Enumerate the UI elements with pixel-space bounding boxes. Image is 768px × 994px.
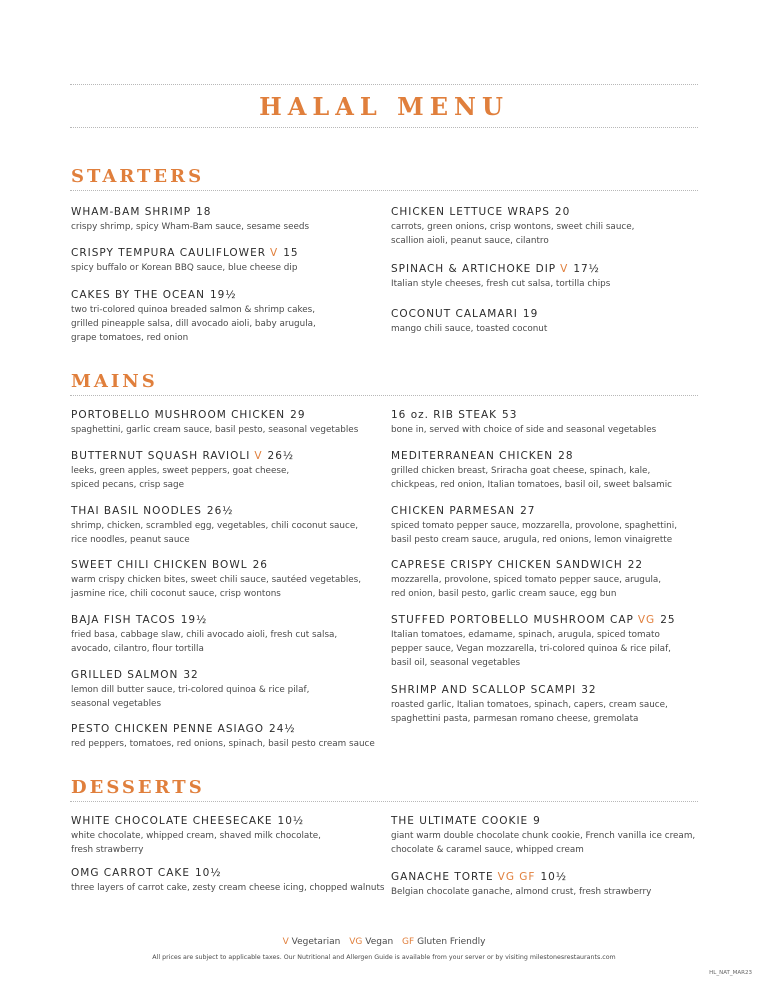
item-description-line: grilled chicken breast, Sriracha goat cheese, spinach, kale, bbox=[391, 466, 651, 476]
item-description-line: spiced pecans, crisp sage bbox=[71, 480, 185, 490]
legend-key-gf: GF bbox=[402, 937, 415, 947]
item-description bbox=[71, 829, 391, 857]
item-price: 28 bbox=[558, 450, 574, 462]
menu-item bbox=[391, 449, 711, 492]
item-description-line: spiced tomato pepper sauce, mozzarella, provolone, spaghettini, bbox=[391, 521, 677, 531]
item-name: MEDITERRANEAN CHICKEN bbox=[391, 450, 554, 462]
legend-key-v: V bbox=[282, 937, 289, 947]
item-description bbox=[391, 322, 711, 336]
item-name: CRISPY TEMPURA CAULIFLOWER bbox=[71, 247, 266, 259]
item-name-line bbox=[71, 668, 391, 682]
item-name: THAI BASIL NOODLES bbox=[71, 505, 202, 517]
item-description-line: crispy shrimp, spicy Wham-Bam sauce, sesame seeds bbox=[71, 222, 310, 232]
item-name-line bbox=[71, 613, 391, 627]
item-description-line: spaghettini pasta, parmesan romano cheese, gremolata bbox=[391, 714, 639, 724]
item-description bbox=[71, 881, 391, 895]
diet-tag: VG bbox=[637, 614, 656, 626]
item-description-line: scallion aioli, peanut sauce, cilantro bbox=[391, 236, 549, 246]
item-name: CAPRESE CRISPY CHICKEN SANDWICH bbox=[391, 559, 623, 571]
item-description bbox=[391, 573, 711, 601]
item-price: 9 bbox=[533, 815, 541, 827]
item-description-line: lemon dill butter sauce, tri-colored quinoa & rice pilaf, bbox=[71, 685, 310, 695]
item-name: WHAM-BAM SHRIMP bbox=[71, 206, 192, 218]
menu-title: HALAL MENU bbox=[259, 92, 509, 121]
item-name: GANACHE TORTE bbox=[391, 871, 494, 883]
menu-item bbox=[71, 866, 391, 895]
menu-item bbox=[71, 288, 391, 345]
item-price: 24½ bbox=[269, 723, 296, 735]
menu-item bbox=[391, 408, 711, 437]
item-name-line bbox=[71, 449, 391, 463]
item-description bbox=[71, 303, 391, 345]
menu-item bbox=[71, 205, 391, 234]
item-description-line: Italian tomatoes, edamame, spinach, arugula, spiced tomato bbox=[391, 630, 660, 640]
item-price: 29 bbox=[290, 409, 306, 421]
item-description-line: white chocolate, whipped cream, shaved milk chocolate, bbox=[71, 831, 321, 841]
item-description bbox=[71, 261, 391, 275]
menu-item bbox=[71, 504, 391, 547]
item-price: 10½ bbox=[540, 871, 568, 883]
item-price: 20 bbox=[554, 206, 571, 218]
menu-item bbox=[391, 307, 711, 336]
item-description-line: grilled pineapple salsa, dill avocado aioli, baby arugula, bbox=[71, 319, 316, 329]
item-name-line bbox=[71, 814, 391, 828]
item-price: 10½ bbox=[277, 815, 305, 827]
item-name: 16 oz. RIB STEAK bbox=[391, 409, 498, 421]
menu-item bbox=[391, 870, 711, 899]
item-description-line: fried basa, cabbage slaw, chili avocado aioli, fresh cut salsa, bbox=[71, 630, 338, 640]
item-description-line: grape tomatoes, red onion bbox=[71, 333, 189, 343]
item-description-line: red onion, basil pesto, garlic cream sauce, egg bun bbox=[391, 589, 617, 599]
item-description-line: mozzarella, provolone, spiced tomato pepper sauce, arugula, bbox=[391, 575, 662, 585]
item-name: BUTTERNUT SQUASH RAVIOLI bbox=[71, 450, 251, 462]
item-description bbox=[71, 628, 391, 656]
item-description bbox=[391, 698, 711, 726]
item-description-line: Belgian chocolate ganache, almond crust, fresh strawberry bbox=[391, 887, 652, 897]
item-price: 25 bbox=[660, 614, 676, 626]
item-price: 53 bbox=[502, 409, 518, 421]
item-price: 26 bbox=[252, 559, 268, 571]
title-rule-bottom bbox=[70, 127, 698, 128]
title-rule-top bbox=[70, 84, 698, 85]
item-price: 18 bbox=[196, 206, 212, 218]
menu-item bbox=[71, 613, 391, 656]
item-description-line: shrimp, chicken, scrambled egg, vegetables, chili coconut sauce, bbox=[71, 521, 359, 531]
menu-item bbox=[391, 262, 711, 291]
item-name-line bbox=[71, 558, 391, 572]
item-name-line bbox=[71, 504, 391, 518]
item-description bbox=[71, 737, 391, 751]
diet-tag: V bbox=[254, 450, 263, 462]
item-name: CAKES BY THE OCEAN bbox=[71, 289, 205, 301]
item-name: CHICKEN LETTUCE WRAPS bbox=[391, 206, 550, 218]
legend-label-gf: Gluten Friendly bbox=[417, 937, 486, 947]
item-name-line bbox=[71, 722, 391, 736]
item-description-line: pepper sauce, Vegan mozzarella, tri-colored quinoa & rice pilaf, bbox=[391, 644, 671, 654]
item-name-line bbox=[71, 866, 391, 880]
menu-item bbox=[71, 558, 391, 601]
menu-item bbox=[391, 558, 711, 601]
item-description-line: leeks, green apples, sweet peppers, goat cheese, bbox=[71, 466, 290, 476]
item-description-line: warm crispy chicken bites, sweet chili sauce, sautéed vegetables, bbox=[71, 575, 362, 585]
item-description-line: seasonal vegetables bbox=[71, 699, 162, 709]
item-description-line: rice noodles, peanut sauce bbox=[71, 535, 190, 545]
diet-legend bbox=[0, 937, 768, 947]
item-name: THE ULTIMATE COOKIE bbox=[391, 815, 529, 827]
item-description bbox=[71, 519, 391, 547]
menu-item bbox=[391, 683, 711, 726]
item-description-line: three layers of carrot cake, zesty cream cheese icing, chopped walnuts bbox=[71, 883, 385, 893]
item-description-line: jasmine rice, chili coconut sauce, crisp wontons bbox=[71, 589, 281, 599]
item-price: 19½ bbox=[209, 289, 237, 301]
item-description-line: Italian style cheeses, fresh cut salsa, tortilla chips bbox=[391, 279, 611, 289]
menu-item bbox=[391, 814, 711, 857]
item-description-line: mango chili sauce, toasted coconut bbox=[391, 324, 548, 334]
item-description-line: two tri-colored quinoa breaded salmon & shrimp cakes, bbox=[71, 305, 316, 315]
item-name-line bbox=[71, 246, 391, 260]
item-description-line: giant warm double chocolate chunk cookie, French vanilla ice cream, bbox=[391, 831, 696, 841]
menu-item bbox=[71, 668, 391, 711]
item-name-line bbox=[391, 613, 711, 627]
section-heading-mains: MAINS bbox=[71, 371, 158, 392]
item-description bbox=[391, 829, 711, 857]
item-description bbox=[391, 519, 711, 547]
item-name: GRILLED SALMON bbox=[71, 669, 179, 681]
legend-label-vg: Vegan bbox=[365, 937, 394, 947]
item-description bbox=[391, 885, 711, 899]
item-name-line bbox=[391, 870, 711, 884]
item-name: OMG CARROT CAKE bbox=[71, 867, 190, 879]
item-price: 15 bbox=[283, 247, 299, 259]
item-name: WHITE CHOCOLATE CHEESECAKE bbox=[71, 815, 273, 827]
item-description-line: spicy buffalo or Korean BBQ sauce, blue cheese dip bbox=[71, 263, 298, 273]
item-price: 32 bbox=[581, 684, 597, 696]
item-name-line bbox=[391, 558, 711, 572]
item-name: SHRIMP AND SCALLOP SCAMPI bbox=[391, 684, 577, 696]
menu-item bbox=[71, 449, 391, 492]
item-price: 19½ bbox=[180, 614, 208, 626]
diet-tag: VG GF bbox=[497, 871, 536, 883]
menu-item bbox=[71, 814, 391, 857]
item-description-line: spaghettini, garlic cream sauce, basil pesto, seasonal vegetables bbox=[71, 425, 359, 435]
menu-item bbox=[71, 722, 391, 751]
menu-item bbox=[391, 205, 711, 248]
item-description-line: carrots, green onions, crisp wontons, sweet chili sauce, bbox=[391, 222, 635, 232]
item-name: SWEET CHILI CHICKEN BOWL bbox=[71, 559, 248, 571]
starters-rule bbox=[70, 190, 698, 191]
item-price: 10½ bbox=[194, 867, 222, 879]
item-price: 19 bbox=[522, 308, 539, 320]
item-price: 26½ bbox=[267, 450, 295, 462]
section-heading-desserts: DESSERTS bbox=[71, 777, 205, 798]
item-description-line: basil pesto cream sauce, arugula, red onions, lemon vinaigrette bbox=[391, 535, 673, 545]
item-name: PESTO CHICKEN PENNE ASIAGO bbox=[71, 723, 265, 735]
item-description bbox=[391, 464, 711, 492]
item-name-line bbox=[391, 504, 711, 518]
item-name-line bbox=[71, 205, 391, 219]
diet-tag: V bbox=[560, 263, 569, 275]
legend-label-v: Vegetarian bbox=[291, 937, 341, 947]
menu-item bbox=[71, 408, 391, 437]
footer-note: All prices are subject to applicable taxes. Our Nutritional and Allergen Guide is available from your server or by visiting milestonesrestaurants.com bbox=[152, 954, 616, 961]
item-price: 17½ bbox=[573, 263, 600, 275]
item-name-line bbox=[391, 449, 711, 463]
item-description-line: avocado, cilantro, flour tortilla bbox=[71, 644, 204, 654]
item-description-line: basil oil, seasonal vegetables bbox=[391, 658, 521, 668]
menu-item bbox=[71, 246, 391, 275]
item-description bbox=[71, 683, 391, 711]
item-name-line bbox=[71, 408, 391, 422]
item-name-line bbox=[71, 288, 391, 302]
diet-tag: V bbox=[270, 247, 279, 259]
item-name-line bbox=[391, 307, 711, 321]
item-name: PORTOBELLO MUSHROOM CHICKEN bbox=[71, 409, 286, 421]
item-description-line: red peppers, tomatoes, red onions, spinach, basil pesto cream sauce bbox=[71, 739, 375, 749]
item-description bbox=[391, 220, 711, 248]
item-description bbox=[71, 464, 391, 492]
item-name-line bbox=[391, 408, 711, 422]
mains-rule bbox=[70, 395, 698, 396]
item-name-line bbox=[391, 205, 711, 219]
item-name-line bbox=[391, 683, 711, 697]
item-name: BAJA FISH TACOS bbox=[71, 614, 176, 626]
item-description-line: fresh strawberry bbox=[71, 845, 144, 855]
item-description bbox=[71, 573, 391, 601]
item-description-line: chickpeas, red onion, Italian tomatoes, basil oil, sweet balsamic bbox=[391, 480, 673, 490]
menu-item bbox=[391, 504, 711, 547]
item-description-line: chocolate & caramel sauce, whipped cream bbox=[391, 845, 584, 855]
menu-code: HL_NAT_MAR23 bbox=[709, 970, 752, 976]
item-name: STUFFED PORTOBELLO MUSHROOM CAP bbox=[391, 614, 634, 626]
item-name-line bbox=[391, 262, 711, 276]
item-description bbox=[71, 423, 391, 437]
item-name: CHICKEN PARMESAN bbox=[391, 505, 516, 517]
item-price: 22 bbox=[627, 559, 644, 571]
item-description bbox=[391, 277, 711, 291]
item-name: SPINACH & ARTICHOKE DIP bbox=[391, 263, 557, 275]
legend-key-vg: VG bbox=[349, 937, 363, 947]
section-heading-starters: STARTERS bbox=[71, 166, 205, 187]
item-description-line: bone in, served with choice of side and seasonal vegetables bbox=[391, 425, 657, 435]
item-price: 32 bbox=[183, 669, 199, 681]
item-description bbox=[391, 423, 711, 437]
item-description-line: roasted garlic, Italian tomatoes, spinach, capers, cream sauce, bbox=[391, 700, 668, 710]
item-price: 27 bbox=[520, 505, 536, 517]
item-name: COCONUT CALAMARI bbox=[391, 308, 518, 320]
menu-item bbox=[391, 613, 711, 670]
desserts-rule bbox=[70, 801, 698, 802]
item-name-line bbox=[391, 814, 711, 828]
item-price: 26½ bbox=[206, 505, 234, 517]
item-description bbox=[391, 628, 711, 670]
item-description bbox=[71, 220, 391, 234]
